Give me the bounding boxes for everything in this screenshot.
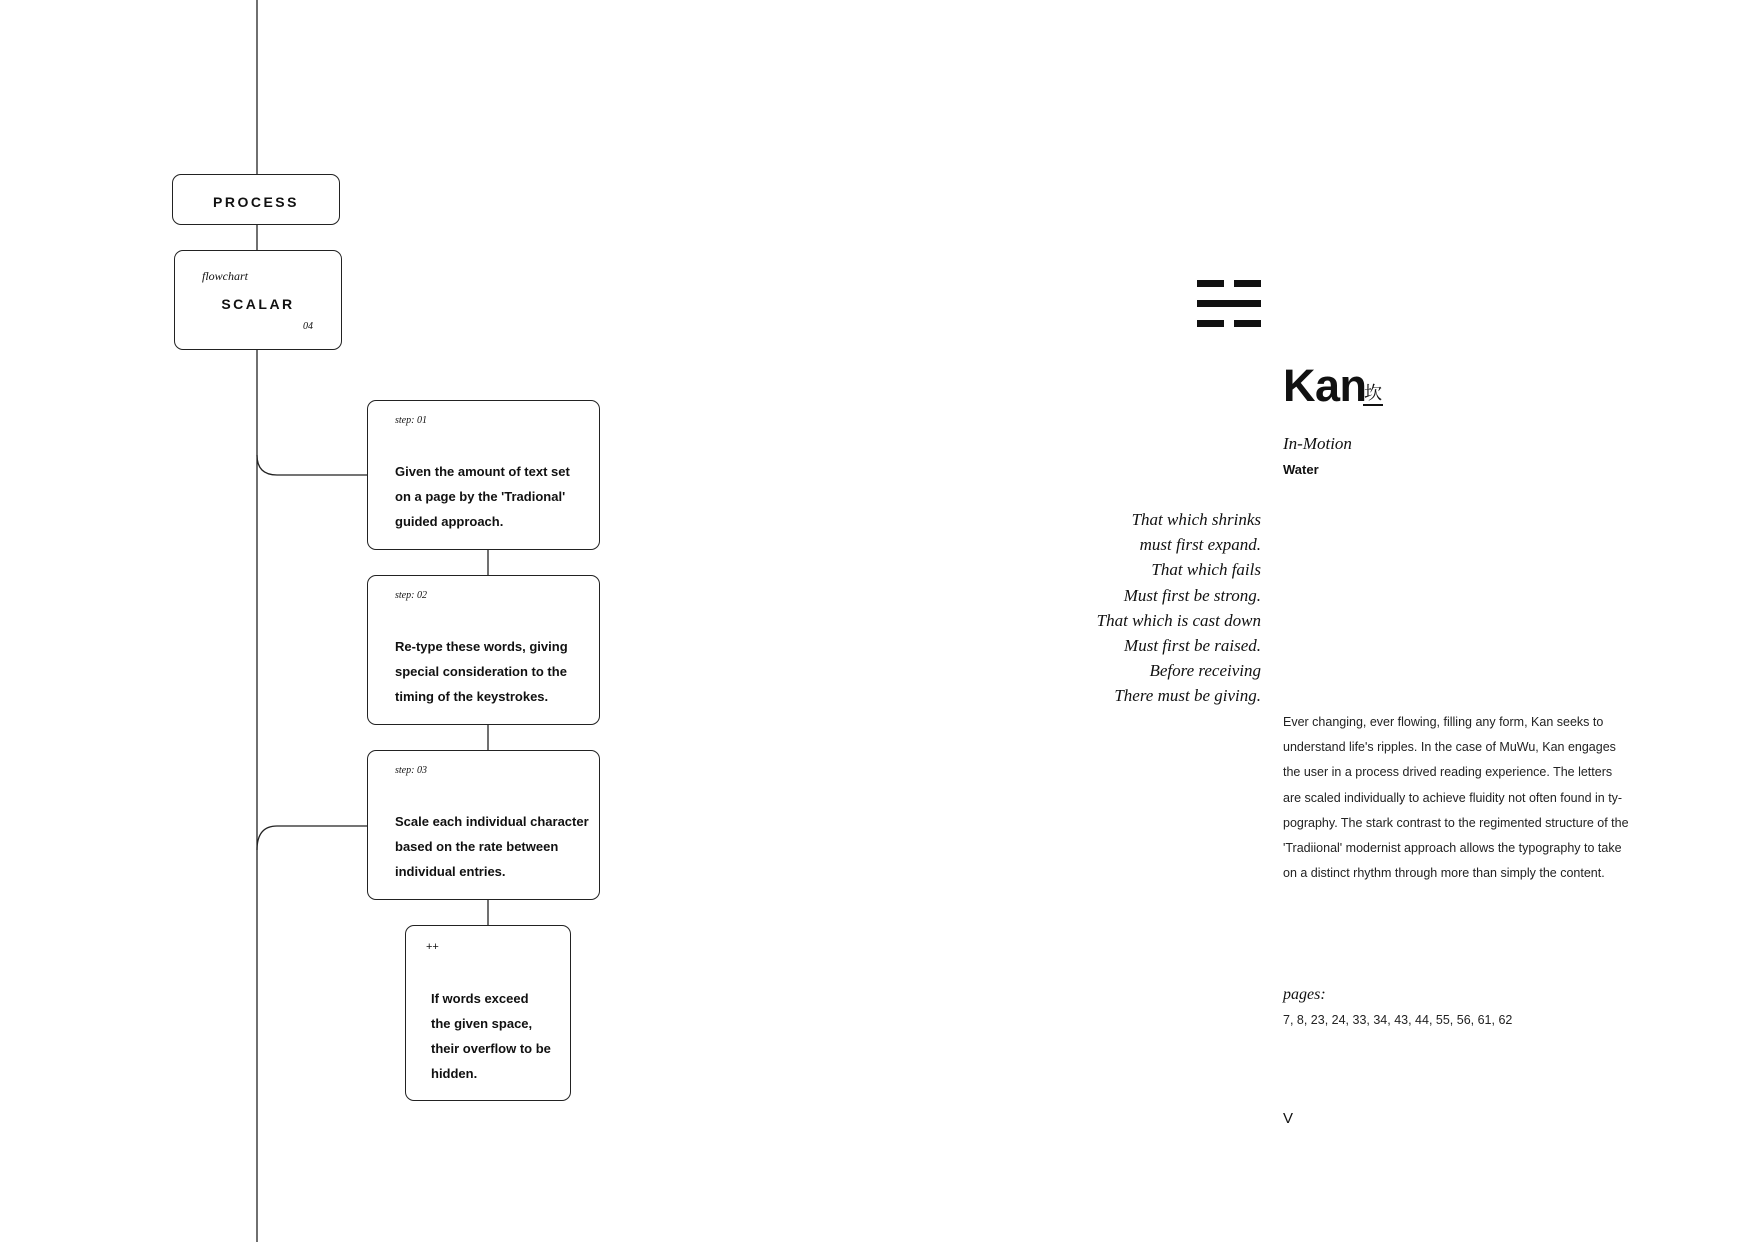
overflow-text <box>431 986 562 1086</box>
step-text <box>395 459 589 534</box>
page-number: V <box>1283 1110 1294 1127</box>
process-box <box>172 174 340 225</box>
step-box-02 <box>367 575 600 725</box>
step-text-line: individual entries. <box>395 864 506 879</box>
step-text-line: guided approach. <box>395 514 504 529</box>
step-box-03 <box>367 750 600 900</box>
description-line: understand life's ripples. In the case of MuWu, Kan engages <box>1283 740 1616 755</box>
description-line: 'Tradiional' modernist approach allows the typography to take <box>1283 841 1622 856</box>
scalar-box <box>174 250 342 350</box>
step-text-line: on a page by the 'Tradional' <box>395 489 566 504</box>
hexagram-character: 坎 <box>1363 382 1383 406</box>
poem-line: Must first be strong. <box>1123 585 1261 605</box>
step-box-01 <box>367 400 600 550</box>
trigram-line-broken <box>1234 280 1261 287</box>
trigram-line-solid <box>1197 300 1261 307</box>
step-text-line: based on the rate between <box>395 839 559 854</box>
poem-line: That which is cast down <box>1096 610 1261 630</box>
branch-connector-step-01 <box>257 455 368 475</box>
step-label: step: 01 <box>395 415 427 426</box>
step-text <box>395 809 589 884</box>
overflow-text-line: If words exceed <box>431 991 529 1006</box>
flowchart-label: flowchart <box>202 269 249 283</box>
poem-line: Before receiving <box>1149 661 1261 681</box>
description-line: the user in a process drived reading experience. The letters <box>1283 765 1613 780</box>
description-line: on a distinct rhythm through more than simply the content. <box>1283 866 1605 881</box>
description-line: are scaled individually to achieve fluidity not often found in ty- <box>1283 790 1623 805</box>
overflow-text-line: the given space, <box>431 1016 533 1031</box>
poem-line: That which shrinks <box>1131 510 1261 529</box>
pages-list: 7, 8, 23, 24, 33, 34, 43, 44, 55, 56, 61, 62 <box>1283 1013 1513 1027</box>
hexagram-name: Kan <box>1283 360 1367 411</box>
step-text-line: special consideration to the <box>395 664 567 679</box>
description-line: Ever changing, ever flowing, filling any form, Kan seeks to <box>1283 715 1604 729</box>
description-line: pography. The stark contrast to the regimented structure of the <box>1283 815 1629 830</box>
trigram-line-broken <box>1197 280 1224 287</box>
poem <box>1021 507 1261 709</box>
step-label: step: 03 <box>395 765 427 776</box>
branch-connector-step-03 <box>257 826 368 850</box>
step-label: step: 02 <box>395 590 427 601</box>
step-text-line: Re-type these words, giving <box>395 639 568 654</box>
poem-line: There must be giving. <box>1114 686 1261 706</box>
chart-number: 04 <box>303 321 313 332</box>
trigram-line-broken <box>1234 320 1261 327</box>
step-text-line: Given the amount of text set <box>395 464 570 479</box>
overflow-text-line: hidden. <box>431 1066 478 1081</box>
step-text-line: timing of the keystrokes. <box>395 689 549 704</box>
step-text <box>395 634 589 709</box>
poem-line: Must first be raised. <box>1124 636 1261 656</box>
overflow-box <box>405 925 571 1101</box>
kan-trigram-icon <box>1197 280 1261 328</box>
poem-line: That which fails <box>1151 560 1261 580</box>
poem-line: must first expand. <box>1139 535 1261 555</box>
trigram-line-broken <box>1197 320 1224 327</box>
description <box>1283 710 1643 886</box>
overflow-text-line: their overflow to be <box>431 1041 551 1056</box>
pages-label: pages: <box>1283 986 1326 1003</box>
scalar-title: SCALAR <box>221 296 295 312</box>
process-label: PROCESS <box>213 194 299 210</box>
hexagram-motion: In-Motion <box>1283 434 1352 453</box>
hexagram-element: Water <box>1283 462 1319 477</box>
overflow-label: ++ <box>426 941 439 953</box>
step-text-line: Scale each individual character <box>395 814 589 829</box>
